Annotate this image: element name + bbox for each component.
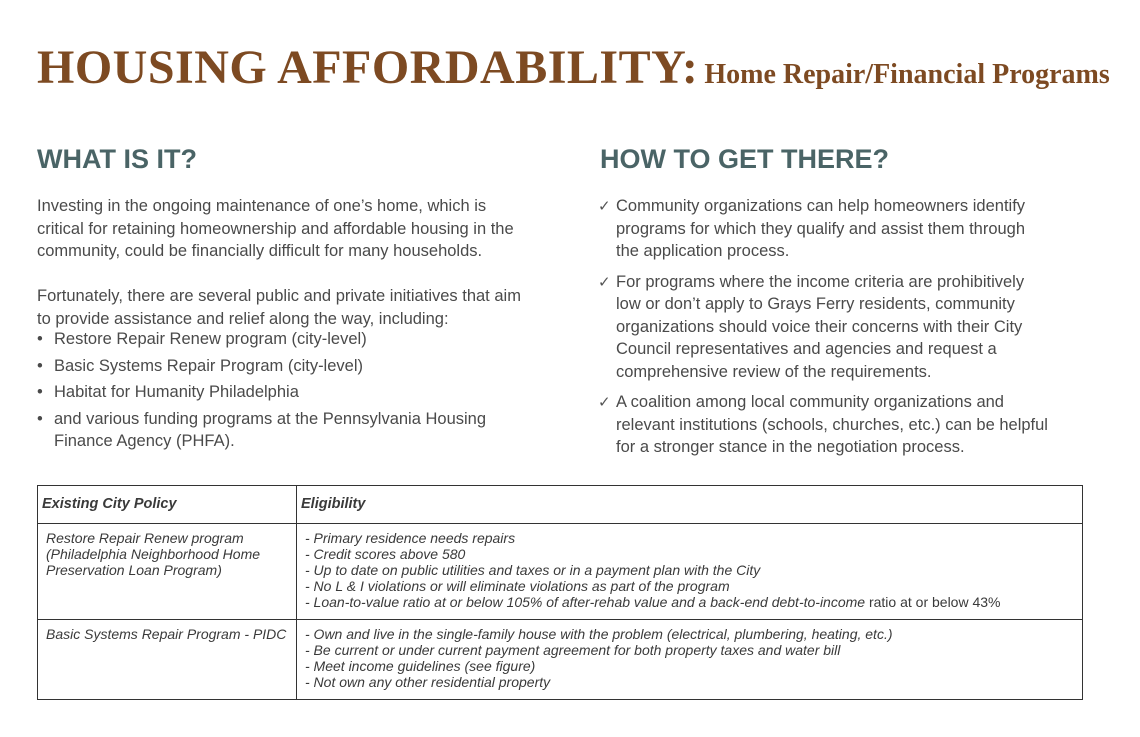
list-item: ✓ Community organizations can help homeowners identify programs for which they qualify and assist them through the application process. — [598, 197, 1026, 260]
what-is-it-heading: WHAT IS IT? — [37, 144, 197, 174]
eligibility-cell: - Primary residence needs repairs - Credit scores above 580 - Up to date on public utilities and taxes or in a payment plan with the City - No L & I violations or will eliminate violations as part of the program - Loan-to-value ratio at or below 105% of after-rehab value and a back-end debt-to-income ratio at or below 43% — [297, 524, 1083, 620]
title-main: HOUSING AFFORDABILITY: — [37, 41, 699, 94]
list-item: ✓ A coalition among local community organizations and relevant institutions (schools, churches, etc.) can be helpful for a stronger stance in the negotiation process. — [598, 393, 1048, 456]
how-to-get-there-heading: HOW TO GET THERE? — [600, 144, 889, 174]
bullet-icon: • — [37, 409, 43, 428]
list-item: ✓ For programs where the income criteria are prohibitively low or don’t apply to Grays Ferry residents, community organizations should voice their concerns with their City Council representatives and agencies and request a comprehensive review of the requirements. — [598, 272, 1025, 381]
policy-cell: Restore Repair Renew program (Philadelphia Neighborhood Home Preservation Loan Program) — [38, 524, 297, 620]
page-title — [37, 40, 1117, 95]
checkmark-icon: ✓ — [598, 273, 611, 291]
list-item: • Restore Repair Renew program (city-level) — [37, 328, 527, 351]
bullet-icon: • — [37, 330, 43, 348]
title-subtitle: Home Repair/Financial Programs — [704, 59, 1110, 90]
table-row — [38, 620, 1083, 700]
bullet-icon: • — [37, 383, 43, 401]
eligibility-cell: - Own and live in the single-family house with the problem (electrical, plumbering, heating, etc.) - Be current or under current payment agreement for both property taxes and water bill - Meet income guidelines (see figure) - Not own any other residential property — [297, 620, 1083, 700]
header-existing-city-policy: Existing City Policy — [38, 486, 297, 524]
intro-paragraph: Investing in the ongoing maintenance of one’s home, which is critical for retaining homeownership and affordable housing in the community, could be financially difficult for many households. — [37, 197, 514, 260]
table-row — [38, 524, 1083, 620]
bullet-icon: • — [37, 356, 43, 375]
table-header-row — [38, 486, 1083, 524]
initiatives-list — [37, 328, 527, 457]
checkmark-icon: ✓ — [598, 394, 611, 411]
checkmark-icon: ✓ — [598, 198, 611, 215]
initiatives-paragraph: Fortunately, there are several public and private initiatives that aim to provide assistance and relief along the way, including: — [37, 287, 521, 328]
list-item: • Basic Systems Repair Program (city-level) — [37, 355, 527, 378]
policy-cell: Basic Systems Repair Program - PIDC — [38, 620, 297, 700]
list-item: • Habitat for Humanity Philadelphia — [37, 381, 527, 404]
list-item: • and various funding programs at the Pennsylvania Housing Finance Agency (PHFA). — [37, 409, 487, 450]
header-eligibility: Eligibility — [297, 486, 1083, 524]
policy-table — [37, 485, 1083, 700]
recommendations-list — [598, 195, 1048, 467]
